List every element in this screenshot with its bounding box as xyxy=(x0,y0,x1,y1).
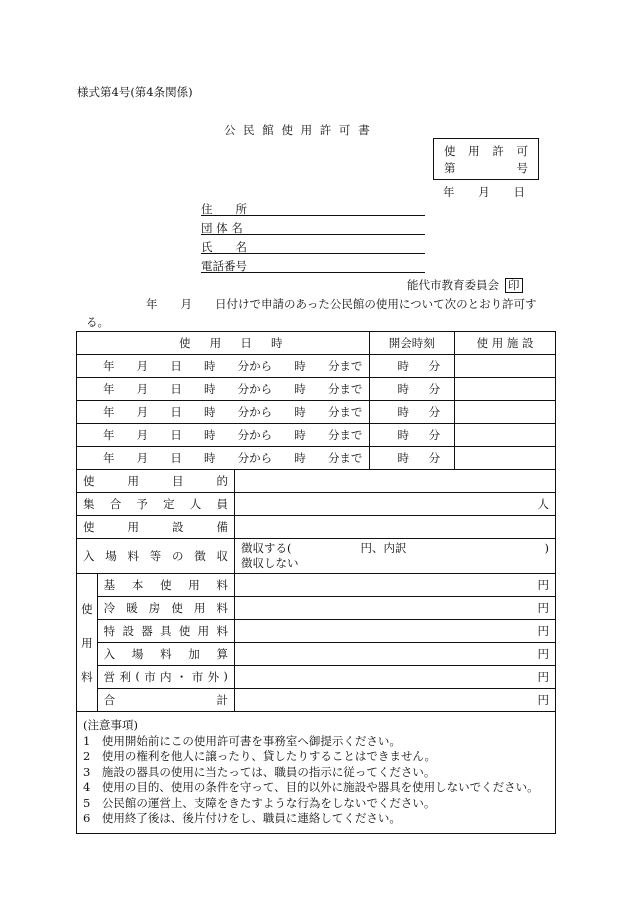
group-name-line xyxy=(201,234,425,235)
group-name-label: 団 体 名 xyxy=(201,221,243,235)
datetime-char: 月 xyxy=(136,451,149,465)
fee-unit: 円 xyxy=(235,643,556,666)
date-row-opening xyxy=(369,447,455,470)
datetime-char: 日 xyxy=(170,451,182,465)
opening-char: 時 xyxy=(397,382,409,396)
label-char: 収 xyxy=(216,549,228,563)
label-char: 徴 xyxy=(194,549,206,563)
opening-char: 時 xyxy=(397,405,409,419)
label-char: 使 xyxy=(83,520,95,534)
label-char: 目 xyxy=(172,474,184,488)
header-char: 用 xyxy=(209,336,222,350)
opening-char: 時 xyxy=(397,451,409,465)
attendees-unit: 人 xyxy=(235,493,556,516)
fee-unit: 円 xyxy=(235,620,556,643)
fee-label-char: 営 xyxy=(103,670,116,684)
date-rows xyxy=(77,355,556,470)
date-row-opening xyxy=(369,424,455,447)
fee-row xyxy=(77,689,556,712)
permit-char: 用 xyxy=(468,144,480,158)
date-row-datetime xyxy=(77,401,370,424)
phone-line xyxy=(201,272,425,273)
label-char: 人 xyxy=(189,497,202,511)
fee-row xyxy=(77,643,556,666)
datetime-char: 分から xyxy=(237,451,273,465)
fee-label-char: 市 xyxy=(191,670,204,684)
permit-char: 使 xyxy=(444,144,456,158)
datetime-char: 分まで xyxy=(327,382,363,396)
permit-number-prefix: 第 xyxy=(444,161,456,175)
datetime-char: 時 xyxy=(294,428,306,442)
datetime-char: 時 xyxy=(203,359,216,373)
fee-group-label xyxy=(77,574,98,712)
fee-label-char: 料 xyxy=(160,647,172,661)
label-char: 集 xyxy=(83,497,95,511)
issuer-name: 能代市教育委員会 xyxy=(407,278,499,292)
form-number: 様式第4号(第4条関係) xyxy=(77,85,193,99)
table-header-row xyxy=(77,332,556,355)
admission-yes: 徴収する( 円、内訳 ) xyxy=(241,541,549,555)
note-item: 6 使用終了後は、後片付けをし、職員に連絡してください。 xyxy=(83,811,401,825)
attendees-label xyxy=(77,493,235,516)
label-char: 設 xyxy=(172,520,184,534)
fee-label-char: 器 xyxy=(141,624,153,638)
fee-label-char: 加 xyxy=(188,647,200,661)
notes-heading: (注意事項) xyxy=(83,718,138,732)
fee-label xyxy=(97,643,234,666)
datetime-char: 分まで xyxy=(327,405,363,419)
fee-label-char: 用 xyxy=(188,578,200,592)
datetime-char: 時 xyxy=(294,451,306,465)
fee-label-char: 料 xyxy=(216,601,228,615)
label-char: 合 xyxy=(109,497,122,511)
datetime-char: 月 xyxy=(136,382,149,396)
fee-row xyxy=(77,620,556,643)
permit-number-box xyxy=(433,138,539,180)
datetime-char: 時 xyxy=(294,359,306,373)
datetime-char: 日 xyxy=(170,359,182,373)
datetime-char: 月 xyxy=(136,405,149,419)
header-facility: 使 用 施 設 xyxy=(455,332,556,355)
opening-char: 分 xyxy=(428,428,441,442)
fee-group-char: 料 xyxy=(81,669,93,684)
label-char: 使 xyxy=(83,474,95,488)
label-char: 定 xyxy=(163,497,175,511)
datetime-char: 年 xyxy=(103,382,115,396)
year-char: 年 xyxy=(443,185,455,199)
fee-label-char: 冷 xyxy=(103,601,116,615)
fee-label-char: 内 xyxy=(160,670,172,684)
label-char: 用 xyxy=(127,474,139,488)
page-title: 公 民 館 使 用 許 可 書 xyxy=(224,123,372,137)
fee-label-char: 暖 xyxy=(126,601,138,615)
attendees-row xyxy=(77,493,556,516)
fee-label-char: 料 xyxy=(216,624,228,638)
note-item: 3 施設の器具の使用に当たっては、職員の指示に従ってください。 xyxy=(83,764,436,779)
day-char: 日 xyxy=(513,185,525,199)
fee-label-char: 計 xyxy=(216,693,228,707)
fee-label-char: 用 xyxy=(197,624,210,638)
fee-unit: 円 xyxy=(235,574,556,597)
permit-table xyxy=(76,331,556,834)
fee-label-char: 市 xyxy=(144,670,156,684)
datetime-char: 年 xyxy=(103,451,115,465)
seal-stamp: 印 xyxy=(505,278,523,293)
fee-label-char: 設 xyxy=(122,624,134,638)
fee-group-char: 用 xyxy=(81,635,93,650)
label-char: 予 xyxy=(136,497,148,511)
fee-row xyxy=(77,597,556,620)
date-row-opening xyxy=(369,355,455,378)
admission-label xyxy=(77,539,235,574)
phone-label: 電話番号 xyxy=(201,259,247,273)
datetime-char: 年 xyxy=(103,359,115,373)
note-item: 5 公民館の運営上、支障をきたすような行為をしないでください。 xyxy=(83,795,436,810)
admission-value xyxy=(235,539,556,574)
permission-statement-line2: る。 xyxy=(86,315,109,329)
fee-label-char: 特 xyxy=(103,624,116,638)
opening-char: 時 xyxy=(397,359,409,373)
datetime-char: 日 xyxy=(170,428,182,442)
note-item: 4 使用の目的、使用の条件を守って、目的以外に施設や器具を使用しないでください。 xyxy=(83,780,539,794)
note-item: 2 使用の権利を他人に譲ったり、貸したりすることはできません。 xyxy=(83,749,437,763)
datetime-char: 年 xyxy=(103,405,115,419)
permission-statement-line1: 年 月 日付けで申請のあった公民館の使用について次のとおり許可す xyxy=(146,297,537,311)
date-row-facility xyxy=(455,447,556,470)
date-row xyxy=(77,378,556,401)
label-char: 備 xyxy=(216,520,228,534)
label-char: の xyxy=(172,549,184,563)
fee-label xyxy=(97,597,234,620)
date-row-facility xyxy=(455,424,556,447)
opening-char: 分 xyxy=(428,405,441,419)
date-row-datetime xyxy=(77,355,370,378)
datetime-char: 分から xyxy=(237,428,273,442)
fee-label xyxy=(97,689,234,712)
fee-unit: 円 xyxy=(235,597,556,620)
datetime-char: 分から xyxy=(237,359,273,373)
note-item: 1 使用開始前にこの使用許可書を事務室へ御提示ください。 xyxy=(83,733,401,748)
date-row-opening xyxy=(369,401,455,424)
fee-label-char: 利 xyxy=(119,670,131,684)
datetime-char: 分まで xyxy=(327,428,363,442)
datetime-char: 日 xyxy=(170,382,182,396)
fee-unit: 円 xyxy=(235,666,556,689)
fee-row xyxy=(77,574,556,597)
address-label: 住 所 xyxy=(201,202,247,216)
fee-label-char: 本 xyxy=(131,578,144,592)
fee-label-char: ・ xyxy=(175,670,188,684)
fee-label-char: 料 xyxy=(216,578,228,592)
name-label: 氏 名 xyxy=(201,240,247,254)
label-char: 員 xyxy=(216,497,228,511)
permit-char: 許 xyxy=(492,144,504,158)
date-row xyxy=(77,447,556,470)
datetime-char: 分から xyxy=(237,382,273,396)
header-opening-time: 開会時刻 xyxy=(369,332,455,355)
fee-unit: 円 xyxy=(235,689,556,712)
header-char: 時 xyxy=(270,336,283,350)
header-datetime xyxy=(77,332,370,355)
datetime-char: 時 xyxy=(203,405,216,419)
date-row-datetime xyxy=(77,424,370,447)
fee-rows xyxy=(77,574,556,712)
fee-row xyxy=(77,666,556,689)
date-row-datetime xyxy=(77,378,370,401)
date-row-datetime xyxy=(77,447,370,470)
fee-label-char: ( xyxy=(135,669,140,683)
permit-number-suffix: 号 xyxy=(516,161,528,175)
equipment-label xyxy=(77,516,235,539)
datetime-char: 日 xyxy=(170,405,182,419)
opening-char: 分 xyxy=(428,451,441,465)
label-char: 的 xyxy=(216,474,228,488)
fee-label-char: 外 xyxy=(207,670,220,684)
datetime-char: 分まで xyxy=(327,359,363,373)
label-char: 入 xyxy=(83,549,95,563)
date-row-facility xyxy=(455,355,556,378)
fee-label xyxy=(97,620,234,643)
fee-label xyxy=(97,666,234,689)
date-row xyxy=(77,401,556,424)
fee-label-char: 算 xyxy=(216,647,228,661)
datetime-char: 月 xyxy=(136,428,149,442)
fee-label-char: 合 xyxy=(103,693,116,707)
fee-label-char: 使 xyxy=(178,624,191,638)
datetime-char: 時 xyxy=(203,428,216,442)
datetime-char: 分まで xyxy=(327,451,363,465)
datetime-char: 時 xyxy=(294,405,306,419)
address-line xyxy=(201,215,425,216)
purpose-label xyxy=(77,470,235,493)
datetime-char: 分から xyxy=(237,405,273,419)
datetime-char: 月 xyxy=(136,359,149,373)
fee-label-char: 使 xyxy=(160,578,172,592)
datetime-char: 年 xyxy=(103,428,115,442)
opening-char: 分 xyxy=(428,359,441,373)
label-char: 等 xyxy=(149,549,162,563)
notes-row xyxy=(77,712,556,834)
fee-label-char: 場 xyxy=(131,647,144,661)
datetime-char: 時 xyxy=(203,451,216,465)
datetime-char: 時 xyxy=(203,382,216,396)
date-row-opening xyxy=(369,378,455,401)
fee-label-char: 基 xyxy=(103,578,116,592)
fee-label-char: ) xyxy=(223,669,228,683)
notes xyxy=(77,712,556,834)
fee-label xyxy=(97,574,234,597)
date-row-facility xyxy=(455,401,556,424)
fee-label-char: 具 xyxy=(160,624,172,638)
datetime-char: 時 xyxy=(294,382,306,396)
fee-label-char: 房 xyxy=(148,601,161,615)
equipment-row xyxy=(77,516,556,539)
label-char: 場 xyxy=(105,549,117,563)
fee-label-char: 用 xyxy=(193,601,206,615)
admission-no: 徴収しない xyxy=(241,556,299,570)
date-row xyxy=(77,355,556,378)
date-row xyxy=(77,424,556,447)
fee-label-char: 使 xyxy=(171,601,183,615)
permit-date xyxy=(443,184,525,200)
header-char: 日 xyxy=(240,336,252,350)
name-line xyxy=(201,253,425,254)
label-char: 用 xyxy=(127,520,139,534)
fee-group-char: 使 xyxy=(81,601,93,616)
opening-char: 分 xyxy=(428,382,441,396)
equipment-value xyxy=(235,516,556,539)
label-char: 料 xyxy=(127,549,139,563)
fee-label-char: 入 xyxy=(103,647,116,661)
permit-char: 可 xyxy=(516,144,528,158)
month-char: 月 xyxy=(478,185,490,199)
purpose-row xyxy=(77,470,556,493)
purpose-value xyxy=(235,470,556,493)
header-char: 使 xyxy=(179,336,191,350)
admission-row xyxy=(77,539,556,574)
date-row-facility xyxy=(455,378,556,401)
opening-char: 時 xyxy=(397,428,409,442)
issuer xyxy=(407,277,523,293)
